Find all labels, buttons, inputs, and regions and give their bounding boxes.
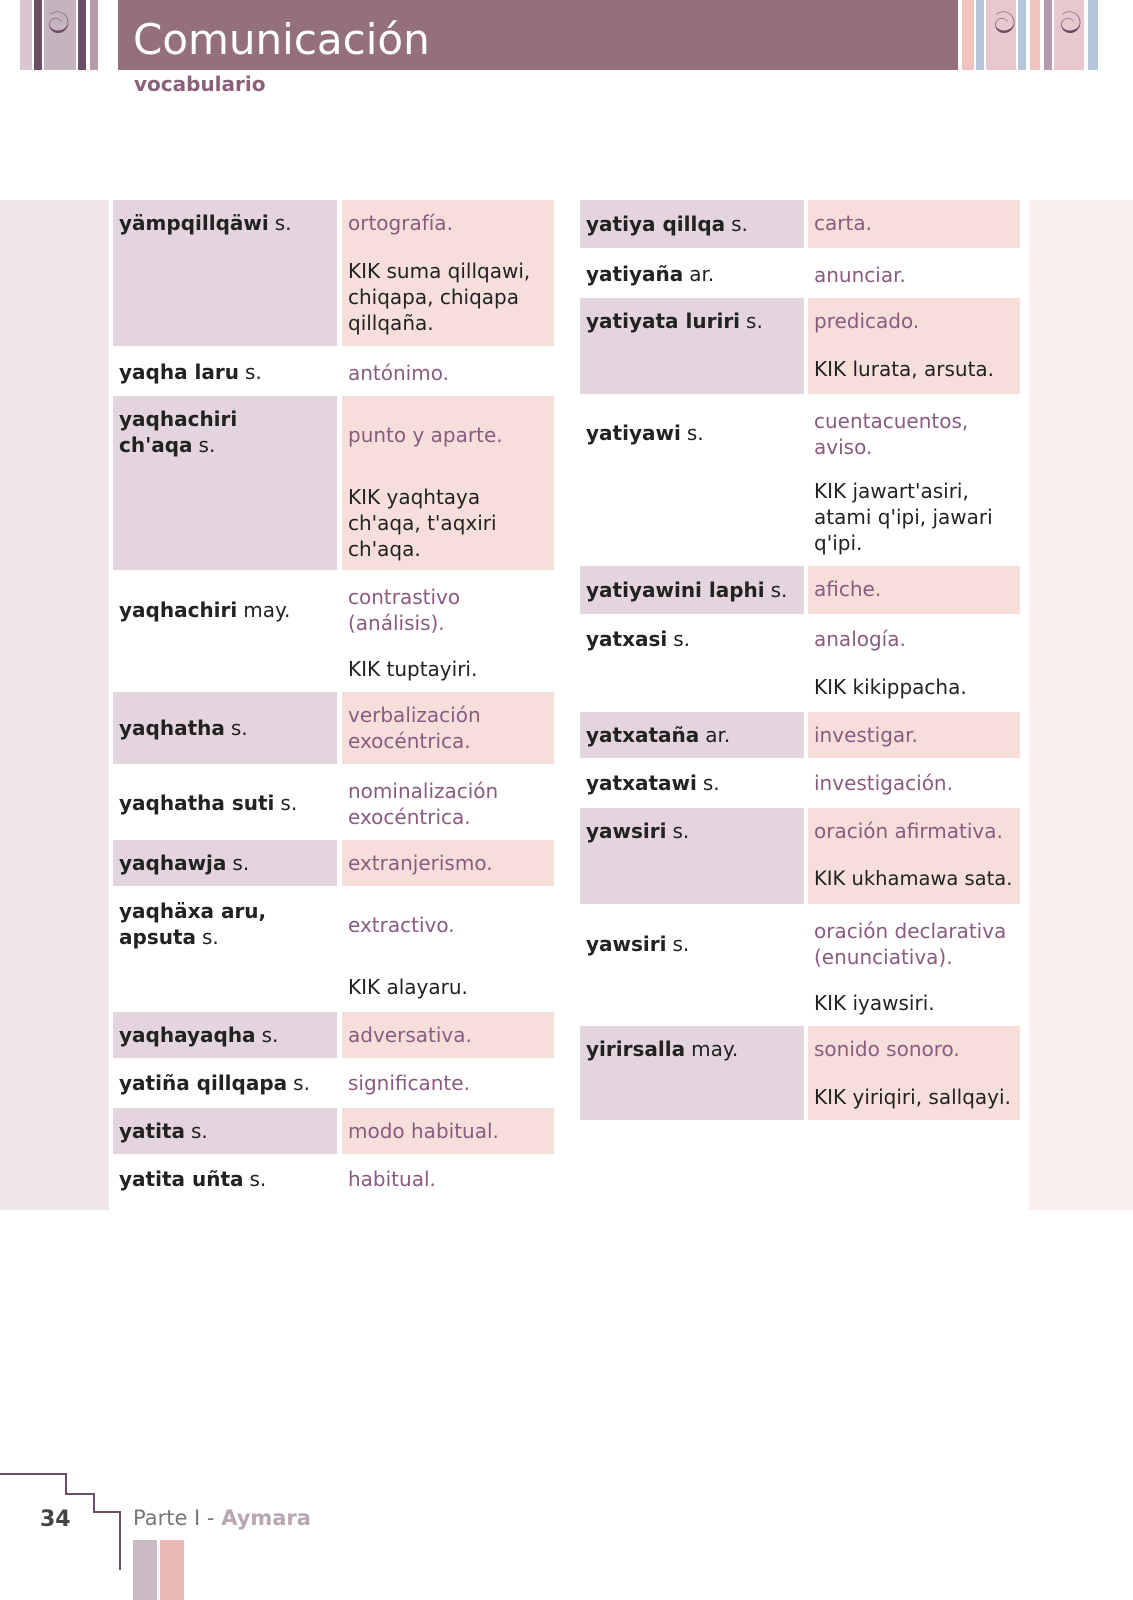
entry-term: yaqha laru s. (119, 360, 262, 384)
entry-term: yämpqillqäwi s. (113, 200, 337, 346)
entry-term: yatiyawi s. (586, 421, 704, 445)
entry-term: yatiya qillqa s. (580, 200, 804, 248)
entry-equivalent: KIK tuptayiri. (348, 657, 478, 681)
page-number: 34 (40, 1507, 71, 1532)
spiral-ornament-icon: ට (994, 6, 1016, 41)
entry-definition: cuentacuentos, aviso. (814, 409, 969, 459)
entry-term: yawsiri s. (580, 808, 804, 904)
spiral-ornament-icon: ට (48, 6, 70, 41)
right-margin-band (1029, 200, 1133, 1210)
entry-definition: significante. (348, 1071, 470, 1095)
entry-term: yatiyata luriri s. (580, 298, 804, 394)
entry-term: yatxataña ar. (580, 712, 804, 758)
entry-term: yatiyaña ar. (586, 262, 715, 286)
entry-definition: investigación. (814, 771, 953, 795)
footer-color-block (160, 1540, 184, 1600)
entry-term: yatiyawini laphi s. (580, 566, 804, 614)
entry-term: yatita uñta s. (119, 1167, 267, 1191)
entry-equivalent: KIK ukhamawa sata. (808, 856, 1020, 904)
entry-definition: ortografía. (342, 200, 554, 248)
spiral-ornament-icon: ට (1060, 6, 1082, 41)
entry-term: yaqhatha suti s. (119, 791, 298, 815)
entry-equivalent: KIK yaqhtaya ch'aqa, t'aqxiri ch'aqa. (342, 474, 554, 570)
entry-definition: afiche. (808, 566, 1020, 614)
entry-definition: contrastivo (análisis). (348, 585, 461, 635)
entry-definition: habitual. (348, 1167, 436, 1191)
entry-term: yatxasi s. (586, 627, 691, 651)
entry-equivalent: KIK yiriqiri, sallqayi. (808, 1074, 1020, 1120)
entry-term: yaqhayaqha s. (113, 1012, 337, 1058)
entry-term: yatxatawi s. (586, 771, 720, 795)
entry-definition: sonido sonoro. (808, 1026, 1020, 1074)
entry-definition: antónimo. (348, 361, 449, 385)
page-subtitle: vocabulario (134, 72, 266, 96)
entry-definition: investigar. (808, 712, 1020, 758)
entry-term: yirirsalla may. (580, 1026, 804, 1120)
entry-definition: analogía. (814, 627, 906, 651)
entry-equivalent: KIK iyawsiri. (814, 991, 935, 1015)
entry-term: yawsiri s. (586, 932, 690, 956)
page-title: Comunicación (133, 15, 430, 64)
entry-definition: oración afirmativa. (808, 808, 1020, 856)
entry-term: yatita s. (113, 1108, 337, 1154)
entry-definition: modo habitual. (342, 1108, 554, 1154)
left-margin-band (0, 200, 109, 1210)
entry-term: yatiña qillqapa s. (119, 1071, 310, 1095)
entry-term: yaqhatha s. (113, 692, 337, 764)
entry-term: yaqhachiri ch'aqa s. (113, 396, 337, 570)
entry-equivalent: KIK kikippacha. (814, 675, 967, 699)
entry-definition: extranjerismo. (342, 840, 554, 886)
entry-definition: nominalización exocéntrica. (348, 779, 499, 829)
entry-equivalent: KIK alayaru. (348, 975, 468, 999)
footer-color-block (133, 1540, 157, 1600)
entry-equivalent: KIK lurata, arsuta. (808, 346, 1020, 394)
entry-term: yaqhawja s. (113, 840, 337, 886)
entry-definition: adversativa. (342, 1012, 554, 1058)
entry-equivalent: KIK suma qillqawi, chiqapa, chiqapa qillqaña. (342, 248, 554, 346)
entry-definition: verbalización exocéntrica. (342, 692, 554, 764)
entry-definition: oración declarativa (enunciativa). (814, 919, 1007, 969)
entry-definition: anunciar. (814, 263, 906, 287)
entry-definition: punto y aparte. (342, 396, 554, 474)
entry-definition: carta. (808, 200, 1020, 248)
entry-term: yaqhachiri may. (119, 598, 291, 622)
footer-part-label: Parte I - Aymara (133, 1506, 311, 1530)
entry-term: yaqhäxa aru, apsuta s. (119, 899, 267, 949)
entry-equivalent: KIK jawart'asiri, atami q'ipi, jawari q'ipi. (814, 479, 993, 555)
entry-definition: extractivo. (348, 913, 455, 937)
entry-definition: predicado. (808, 298, 1020, 346)
